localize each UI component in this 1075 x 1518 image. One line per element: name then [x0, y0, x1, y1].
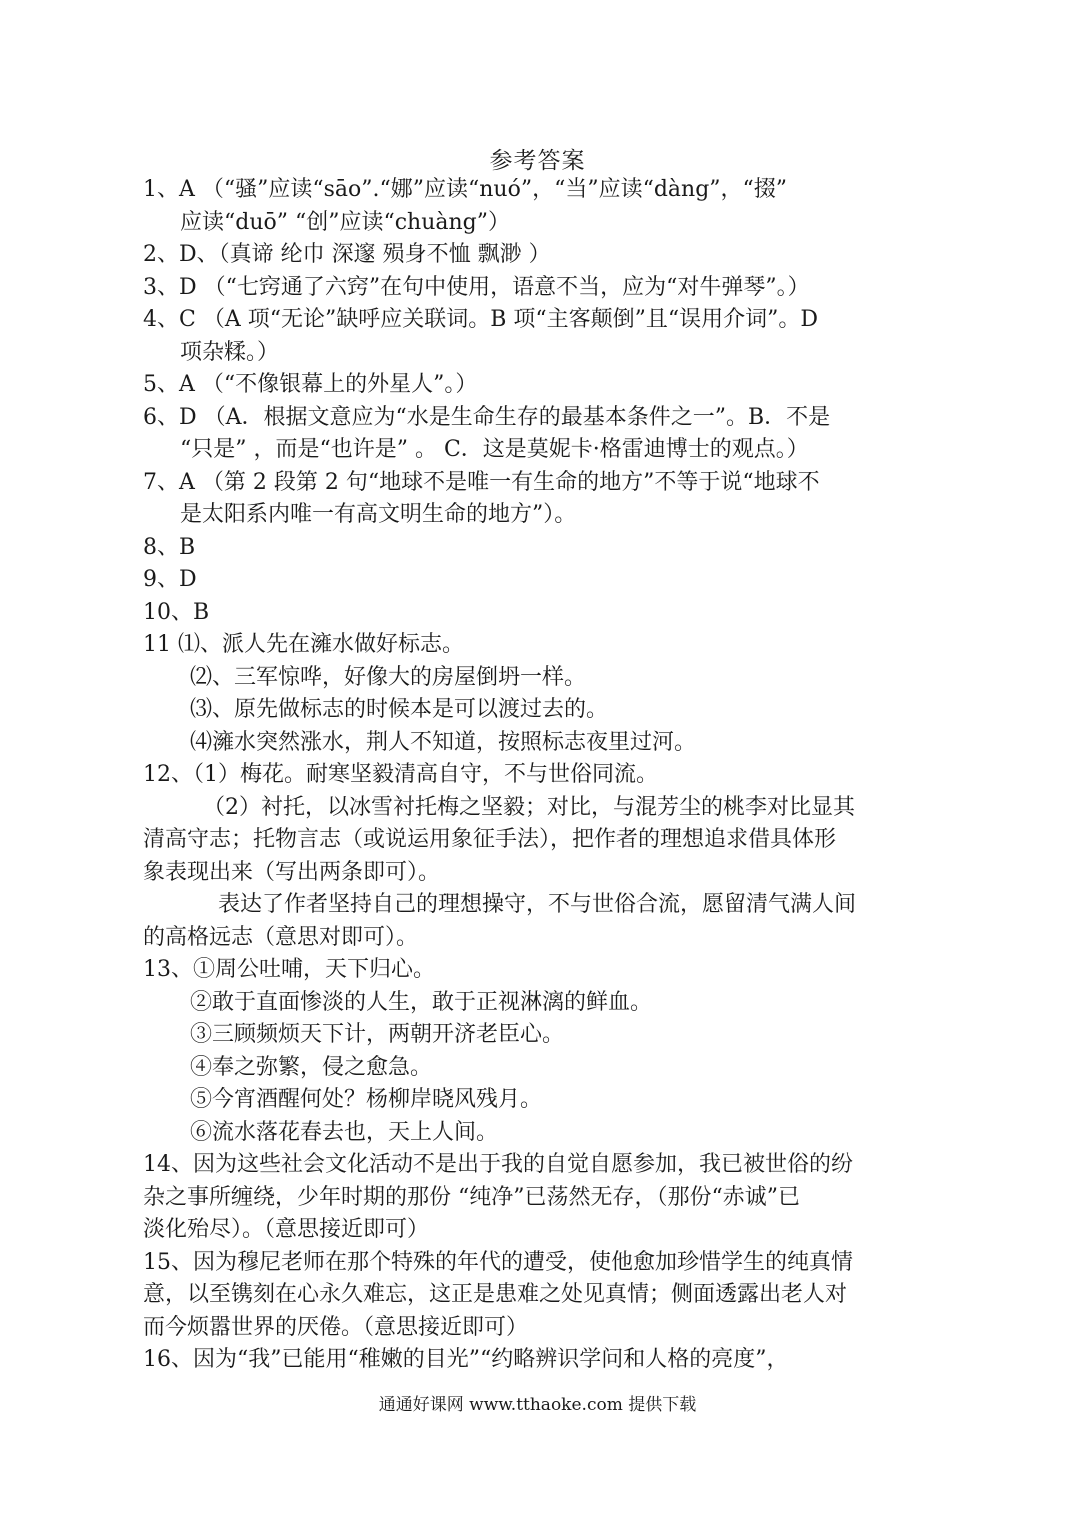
answer-line: ④奉之弥繁，侵之愈急。: [190, 1054, 433, 1080]
answer-line: 淡化殆尽）。（意思接近即可）: [143, 1217, 430, 1242]
answer-line: 13、①周公吐哺，天下归心。: [143, 957, 435, 982]
answer-line: 的高格远志（意思对即可）。: [143, 924, 419, 950]
answer-line: “只是” ，而是“也许是” 。 C．这是莫妮卡·格雷迪博士的观点。）: [180, 437, 809, 462]
answer-line: 4、C （A 项“无论”缺呼应关联词。B 项“主客颠倒”且“误用介词”。D: [143, 307, 818, 332]
answer-line: 表达了作者坚持自己的理想操守，不与世俗合流，愿留清气满人间: [218, 892, 857, 917]
answer-line: 3、D （“七窍通了六窍”在句中使用，语意不当，应为“对牛弹琴”。）: [143, 274, 810, 300]
answer-line: 5、A （“不像银幕上的外星人”。）: [143, 372, 478, 397]
answer-line: 清高守志；托物言志（或说运用象征手法），把作者的理想追求借具体形: [143, 827, 837, 852]
answer-line: 7、A （第 2 段第 2 句“地球不是唯一有生命的地方”不等于说“地球不: [143, 469, 820, 495]
answer-line: 12、（1）梅花。耐寒坚毅清高自守，不与世俗同流。: [143, 762, 658, 787]
answer-line: ⑤今宵酒醒何处？杨柳岸晓风残月。: [190, 1087, 543, 1112]
answer-line: 项杂糅。）: [180, 339, 280, 365]
answer-line: 15、因为穆尼老师在那个特殊的年代的遭受，使他愈加珍惜学生的纯真情: [143, 1249, 853, 1275]
answer-line: 11 ⑴、派人先在澭水做好标志。: [143, 632, 464, 657]
footer-credit: 通通好课网 www.tthaoke.com 提供下载: [378, 1395, 697, 1415]
answer-line: 14、因为这些社会文化活动不是出于我的自觉自愿参加，我已被世俗的纷: [143, 1152, 853, 1177]
answer-line: 意，以至镌刻在心永久难忘，这正是患难之处见真情；侧面透露出老人对: [143, 1282, 848, 1307]
answer-line: 9、D: [143, 567, 197, 592]
answer-line: ③三顾频烦天下计，两朝开济老臣心。: [190, 1022, 565, 1047]
answer-line: 16、因为“我”已能用“稚嫩的目光”“约略辨识学问和人格的亮度”，: [143, 1347, 789, 1372]
answer-line: 应读“duō” “创”应读“chuàng”）: [180, 209, 511, 235]
answer-line: 6、D （A．根据文意应为“水是生命生存的最基本条件之一”。B．不是: [143, 404, 831, 430]
answer-line: ⑵、三军惊哗，好像大的房屋倒坍一样。: [190, 664, 587, 690]
answer-line: ⑶、原先做标志的时候本是可以渡过去的。: [190, 697, 609, 722]
answer-line: 1、A （“骚”应读“sāo”.“娜”应读“nuó”，“当”应读“dàng”，“掇”: [143, 177, 788, 202]
answer-line: （2）衬托，以冰雪衬托梅之坚毅；对比，与混芳尘的桃李对比显其: [203, 794, 855, 820]
answer-line: 杂之事所缠绕，少年时期的那份 “纯净”已荡然无存，（那份“赤诚”已: [143, 1184, 800, 1210]
answer-line: 是太阳系内唯一有高文明生命的地方”）。: [180, 502, 577, 527]
answer-list: [143, 174, 943, 1377]
answer-line: ②敢于直面惨淡的人生，敢于正视淋漓的鲜血。: [190, 989, 653, 1015]
answer-line: ⑥流水落花春去也，天上人间。: [190, 1119, 499, 1145]
answer-line: 2、D、（真谛 纶巾 深邃 殒身不恤 飘渺 ）: [143, 242, 551, 267]
answer-line: 象表现出来（写出两条即可）。: [143, 859, 441, 885]
answer-line: 而今烦嚣世界的厌倦。（意思接近即可）: [143, 1314, 529, 1340]
answer-line: 10、B: [143, 599, 210, 625]
answer-line: ⑷澭水突然涨水，荆人不知道，按照标志夜里过河。: [190, 729, 697, 755]
answer-line: 8、B: [143, 534, 196, 560]
page-title: 参考答案: [489, 148, 586, 174]
